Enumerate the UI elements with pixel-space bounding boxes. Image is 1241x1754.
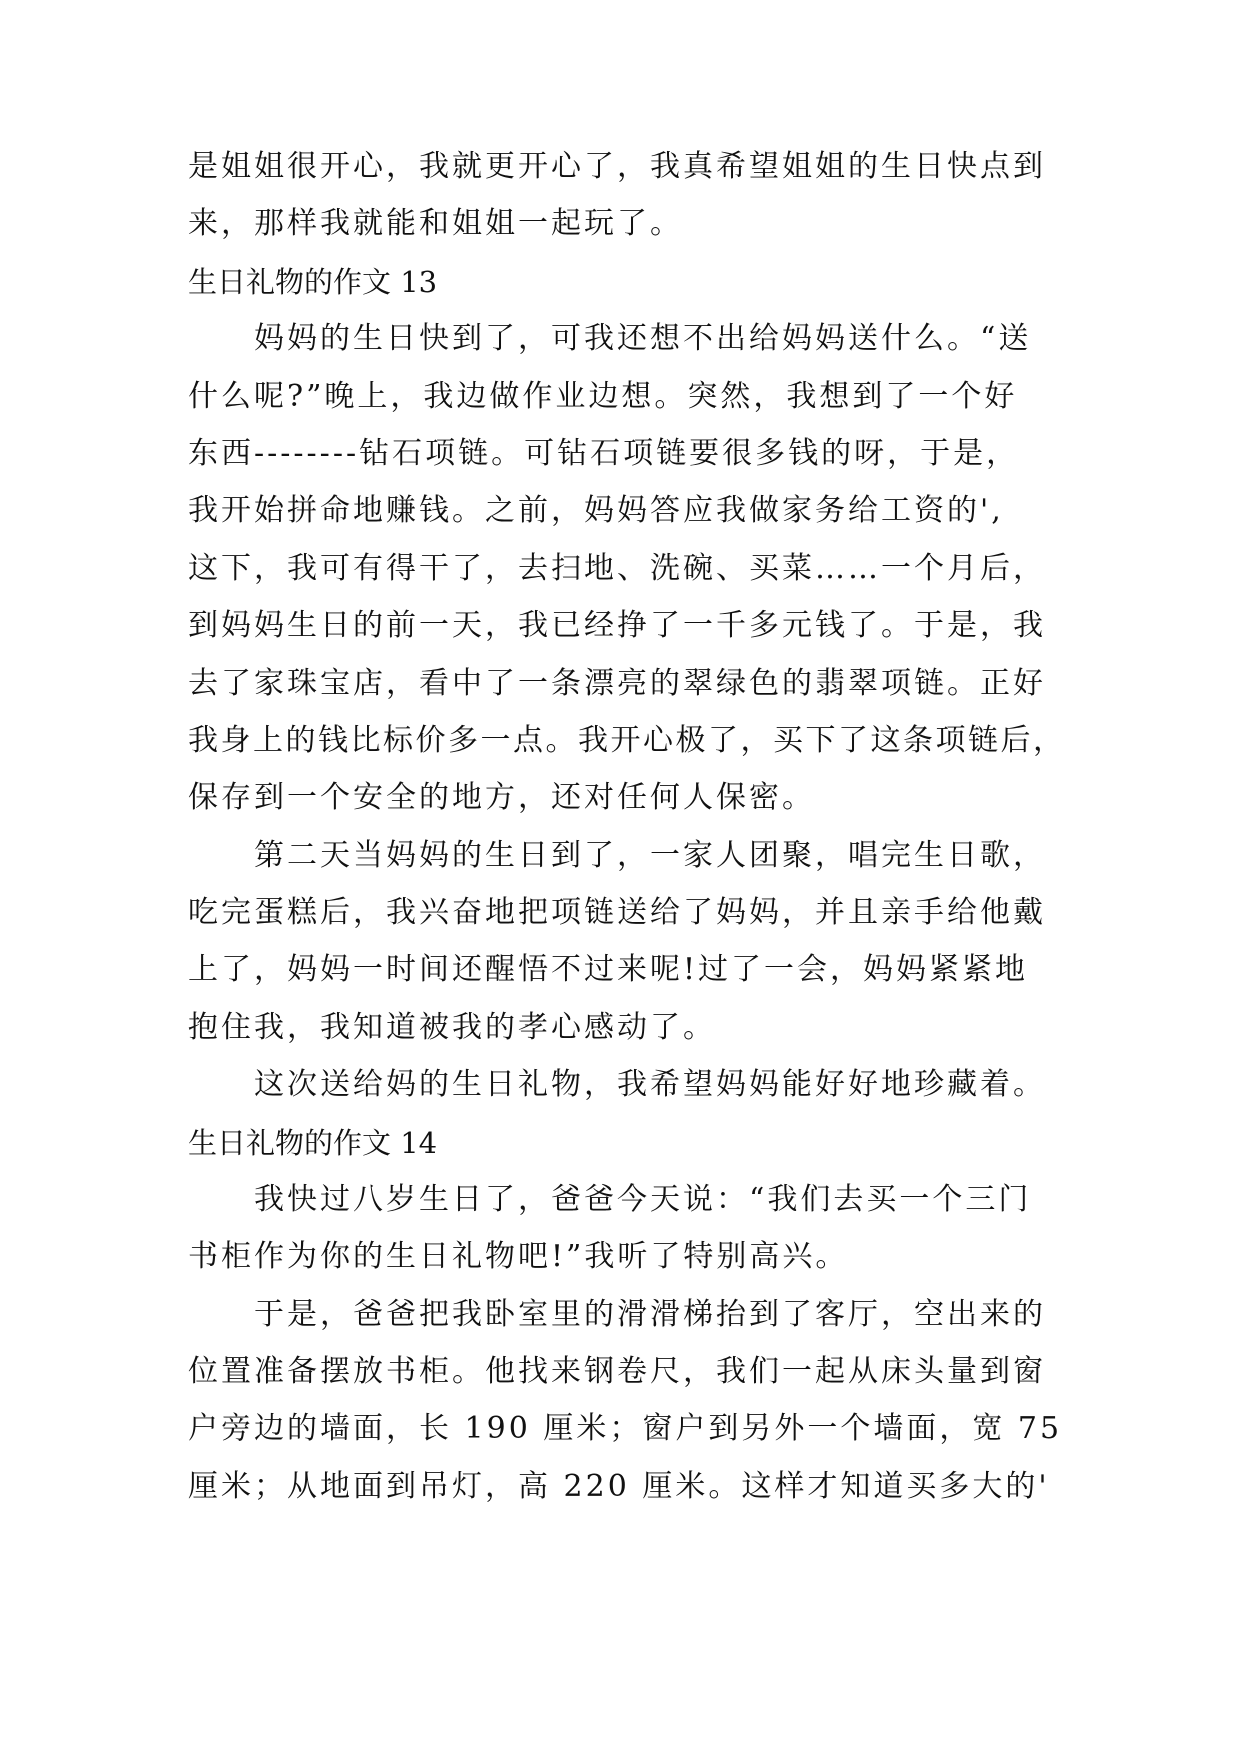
paragraph-line: 第二天当妈妈的生日到了，一家人团聚，唱完生日歌， [188,838,1046,873]
paragraph-line: 吃完蛋糕后，我兴奋地把项链送给了妈妈，并且亲手给他戴 [188,895,1046,930]
paragraph-line: 东西--------钻石项链。可钻石项链要很多钱的呀，于是， [188,436,1020,471]
paragraph-line: 位置准备摆放书柜。他找来钢卷尺，我们一起从床头量到窗 [188,1354,1046,1389]
paragraph-line: 户旁边的墙面，长 190 厘米；窗户到另外一个墙面，宽 75 [188,1411,1063,1446]
paragraph-line: 保存到一个安全的地方，还对任何人保密。 [188,780,815,815]
section-heading: 生日礼物的作文 13 [188,265,438,299]
paragraph-line: 我身上的钱比标价多一点。我开心极了，买下了这条项链后， [188,723,1066,758]
paragraph-line: 书柜作为你的生日礼物吧!”我听了特别高兴。 [188,1239,849,1274]
paragraph-line: 什么呢?”晚上，我边做作业边想。突然，我想到了一个好 [188,379,1018,414]
paragraph-line: 厘米；从地面到吊灯，高 220 厘米。这样才知道买多大的' [188,1469,1050,1504]
paragraph-line: 妈妈的生日快到了，可我还想不出给妈妈送什么。“送 [188,321,1032,356]
paragraph-line: 上了，妈妈一时间还醒悟不过来呢!过了一会，妈妈紧紧地 [188,952,1029,987]
paragraph-line: 去了家珠宝店，看中了一条漂亮的翠绿色的翡翠项链。正好 [188,666,1046,701]
section-heading: 生日礼物的作文 14 [188,1126,438,1160]
paragraph-line: 是姐姐很开心，我就更开心了，我真希望姐姐的生日快点到 [188,149,1046,184]
paragraph-line: 于是，爸爸把我卧室里的滑滑梯抬到了客厅，空出来的 [188,1297,1046,1332]
paragraph-line: 抱住我，我知道被我的孝心感动了。 [188,1010,716,1045]
paragraph-line: 我快过八岁生日了，爸爸今天说：“我们去买一个三门 [188,1182,1032,1217]
paragraph-line: 到妈妈生日的前一天，我已经挣了一千多元钱了。于是，我 [188,608,1046,643]
paragraph-line: 来，那样我就能和姐姐一起玩了。 [188,206,683,241]
paragraph-line: 我开始拼命地赚钱。之前，妈妈答应我做家务给工资的', [188,493,1004,528]
paragraph-line: 这次送给妈的生日礼物，我希望妈妈能好好地珍藏着。 [188,1067,1046,1102]
paragraph-line: 这下，我可有得干了，去扫地、洗碗、买菜……一个月后， [188,551,1046,586]
